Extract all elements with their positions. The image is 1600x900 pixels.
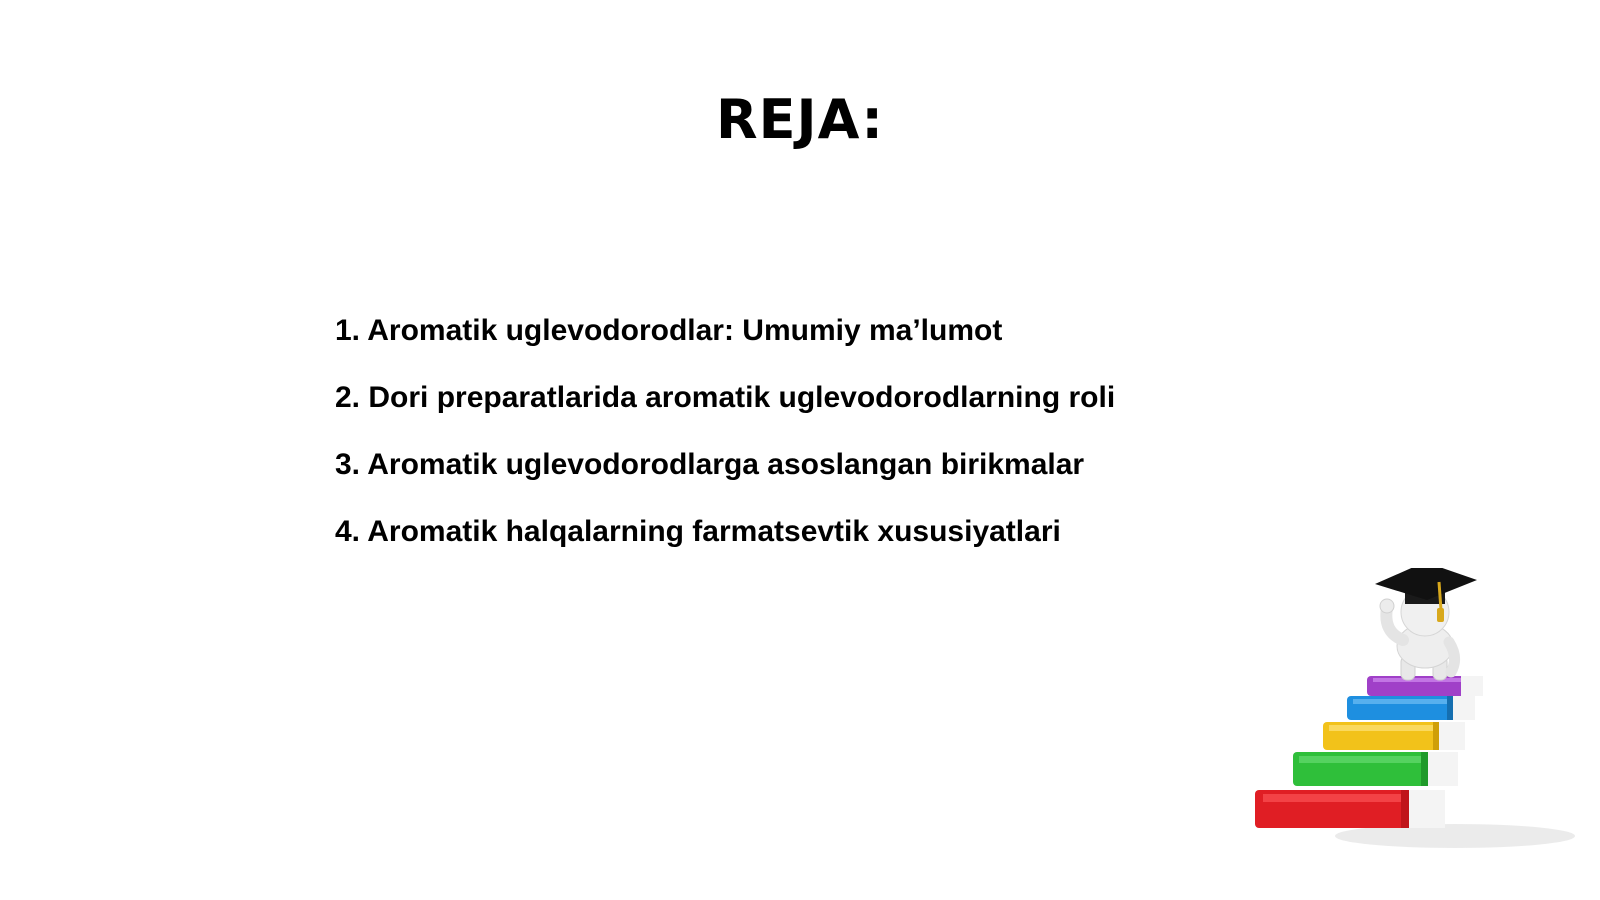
plan-item-4: 4. Aromatik halqalarning farmatsevtik xususiyatlari	[335, 515, 1061, 548]
page-title: REJA:	[716, 88, 884, 151]
plan-list	[335, 313, 1115, 581]
plan-item-3: 3. Aromatik uglevodorodlarga asoslangan birikmalar	[335, 448, 1085, 481]
green-book-icon	[1293, 752, 1458, 786]
graduate-on-books-icon	[1255, 568, 1585, 868]
red-book-icon	[1255, 790, 1445, 828]
blue-book-icon	[1347, 696, 1475, 720]
plan-item-1: 1. Aromatik uglevodorodlar: Umumiy ma’lumot	[335, 314, 1003, 347]
yellow-book-icon	[1323, 722, 1465, 750]
purple-book-icon	[1367, 676, 1483, 696]
plan-item-2: 2. Dori preparatlarida aromatik uglevodorodlarning roli	[335, 381, 1116, 414]
